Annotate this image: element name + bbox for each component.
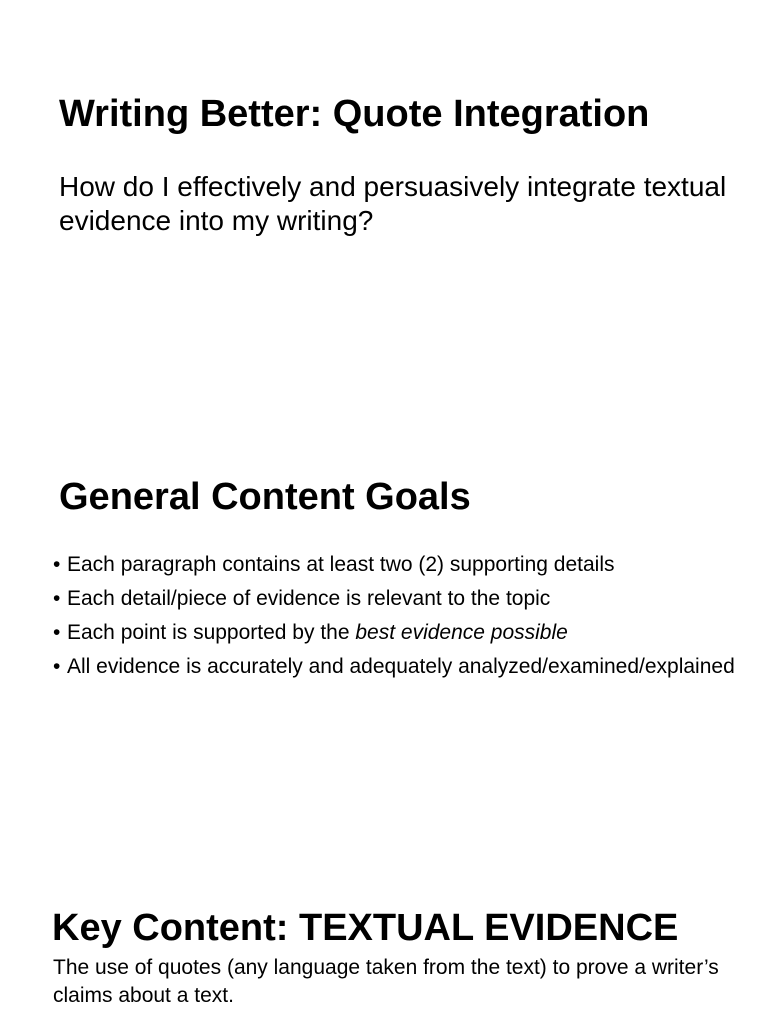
- bullet-text-content: Each point is supported by the: [67, 621, 356, 644]
- bullet-mark: •: [53, 553, 61, 576]
- bullet-mark: •: [53, 587, 61, 610]
- slide-1-subtitle: How do I effectively and persuasively integrate textual evidence into my writing?: [59, 171, 727, 236]
- bullet-item: [53, 620, 753, 646]
- slide-2-title: General Content Goals: [59, 476, 471, 518]
- slide-3-title: Key Content: TEXTUAL EVIDENCE: [52, 907, 679, 949]
- bullet-emphasis: best evidence possible: [355, 621, 568, 644]
- bullet-item: [53, 586, 753, 612]
- slide-3-body: The use of quotes (any language taken from the text) to prove a writer’s claims about a text.: [53, 956, 719, 1007]
- bullet-text-content: Each detail/piece of evidence is relevant to the topic: [67, 587, 551, 610]
- bullet-text-content: All evidence is accurately and adequately analyzed/examined/explained: [67, 655, 735, 678]
- bullet-text-content: Each paragraph contains at least two (2) supporting details: [67, 553, 615, 576]
- bullet-text: [67, 586, 753, 612]
- goals-bullet-list: [53, 552, 753, 688]
- bullet-mark: •: [53, 655, 61, 678]
- slide-key-content: [0, 760, 768, 1024]
- slide-1-title: Writing Better: Quote Integration: [59, 93, 650, 135]
- bullet-text: [67, 552, 753, 578]
- bullet-item: [53, 552, 753, 578]
- slide-general-content-goals: [0, 380, 768, 760]
- bullet-text: [67, 654, 753, 680]
- bullet-item: [53, 654, 753, 680]
- bullet-text: [67, 620, 753, 646]
- slide-title: [0, 0, 768, 380]
- bullet-mark: •: [53, 621, 61, 644]
